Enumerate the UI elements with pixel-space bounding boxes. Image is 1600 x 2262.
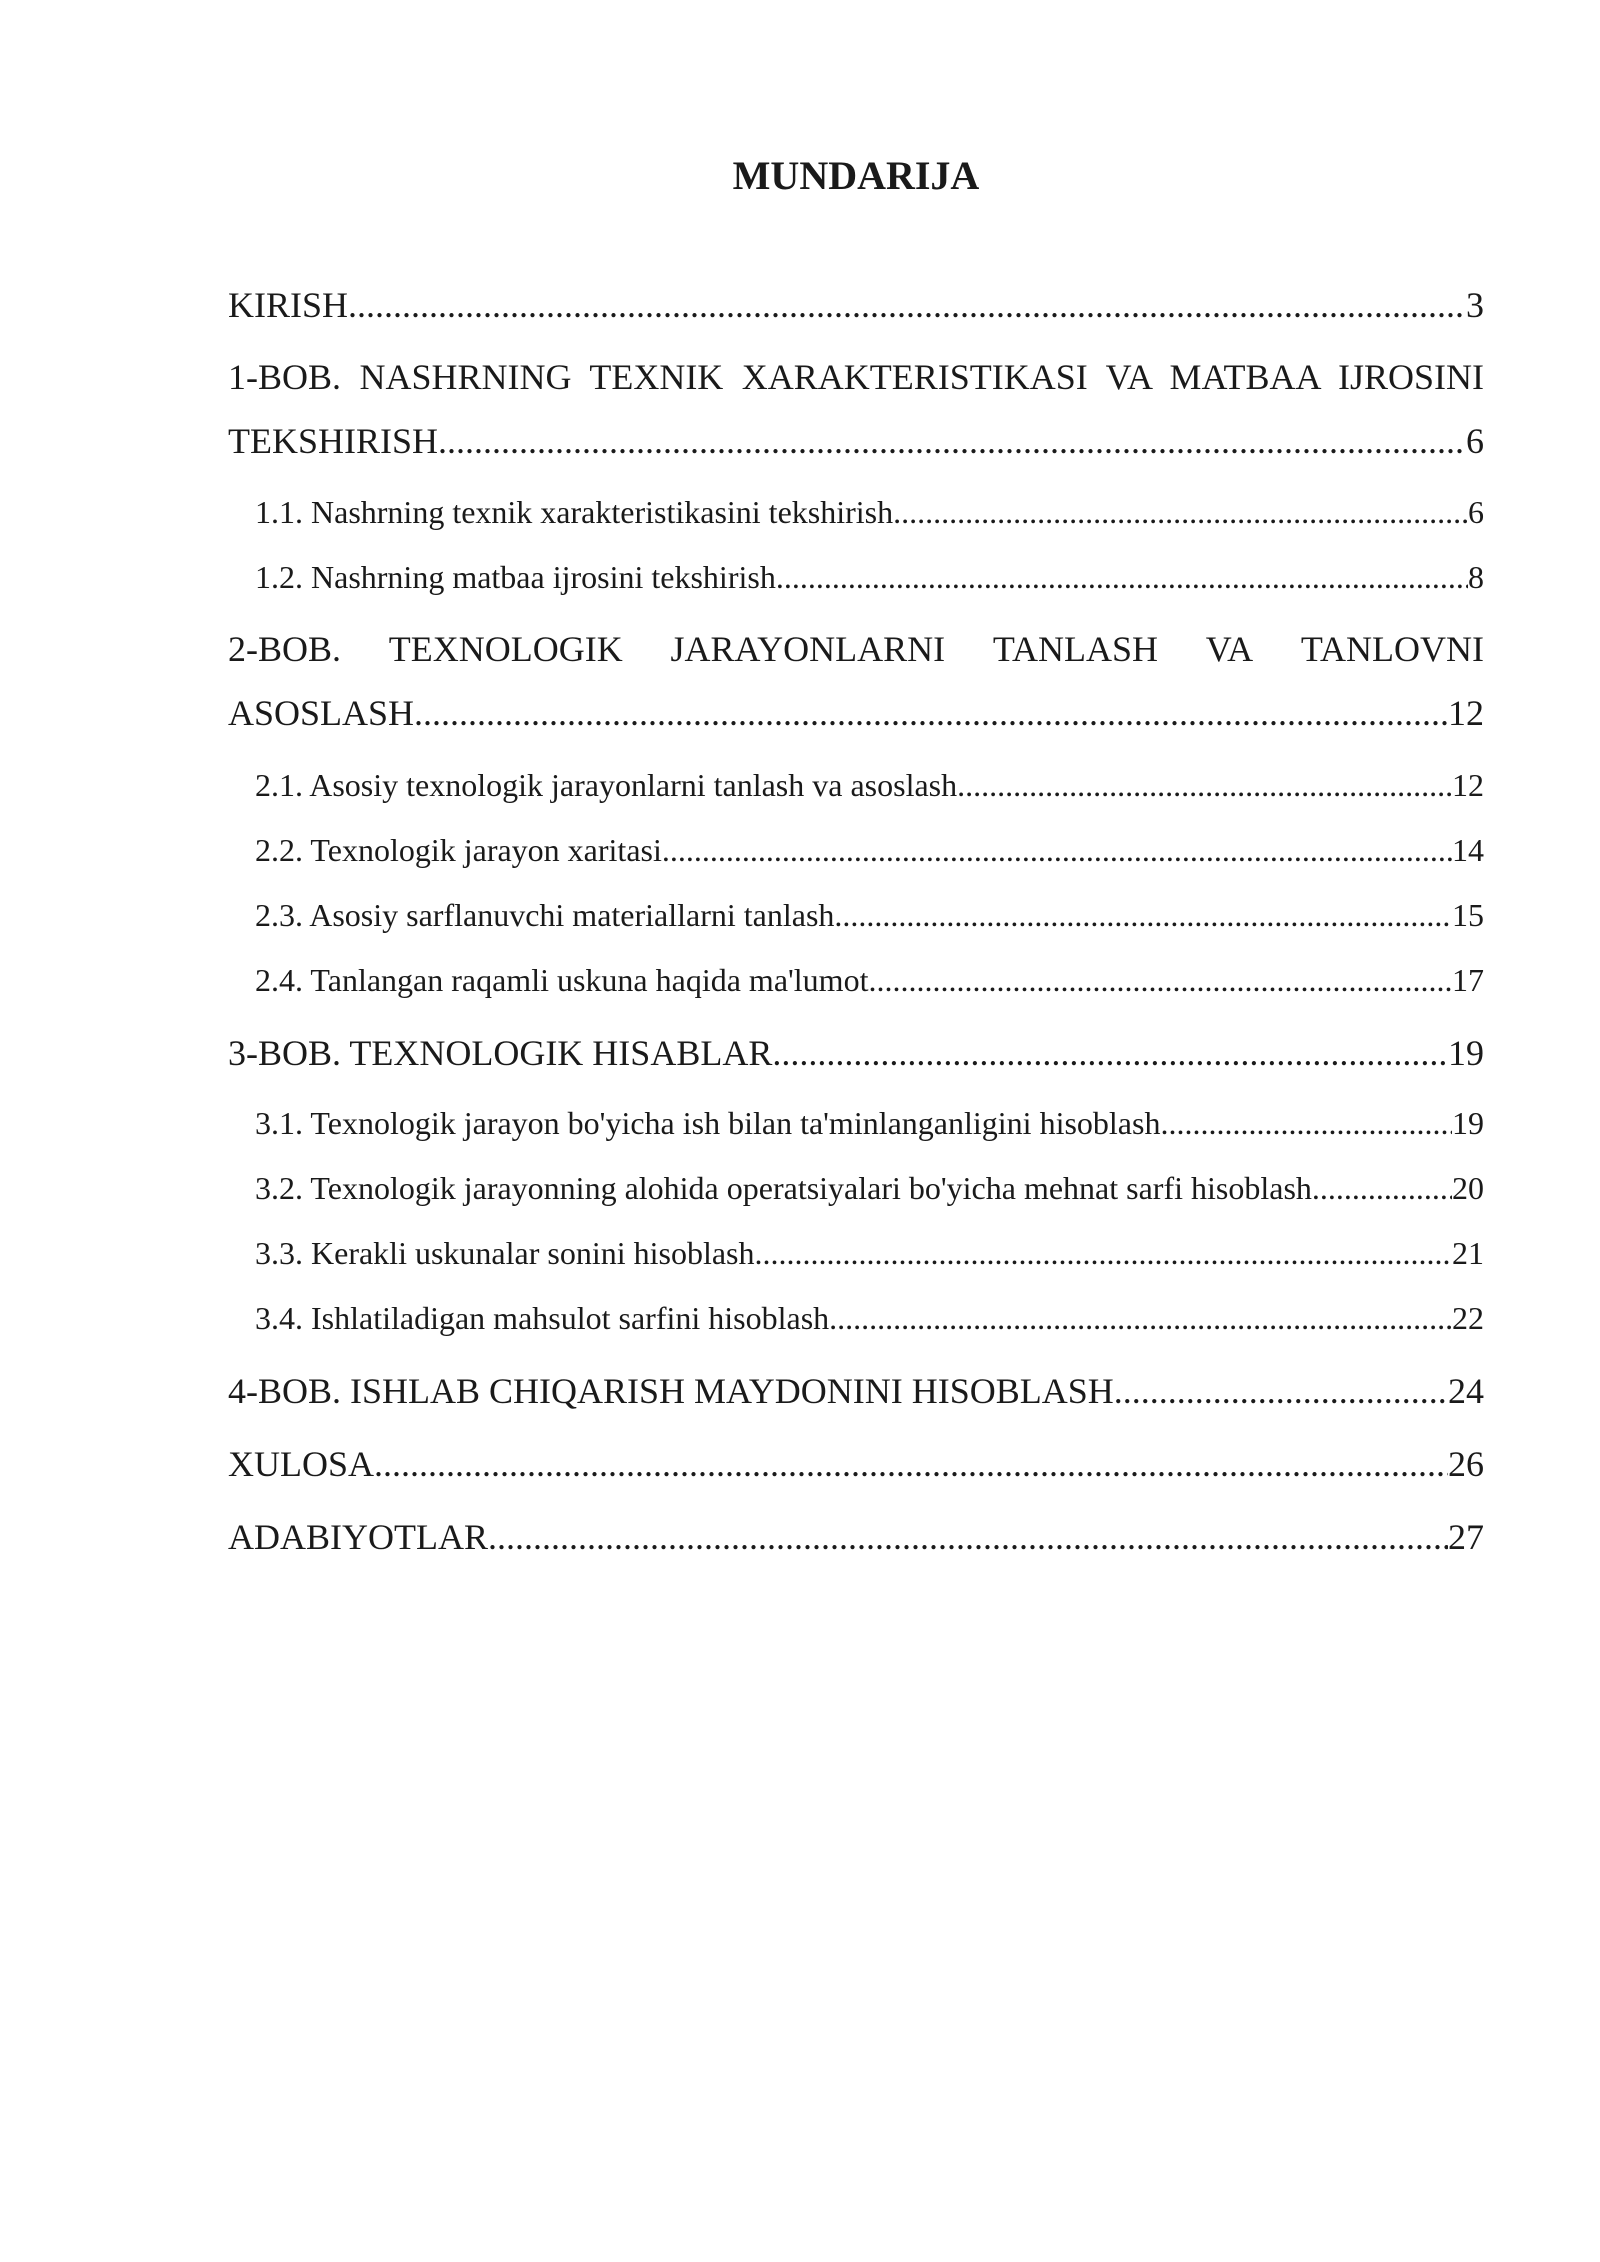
toc-entry-label: 2.3. Asosiy sarflanuvchi materiallarni tanlash: [255, 897, 835, 933]
toc-page-number: 6: [1466, 421, 1484, 461]
page-title: MUNDARIJA: [732, 153, 980, 198]
toc-page-number: 12: [1448, 693, 1484, 733]
toc-dot-leader: [893, 489, 1468, 535]
toc-entry-bob1[interactable]: [228, 416, 1484, 466]
toc-entry-label: 2.2. Texnologik jarayon xaritasi: [255, 832, 662, 868]
toc-entry-1-2[interactable]: [255, 554, 1484, 600]
toc-dot-leader: [414, 688, 1448, 738]
toc-entry-bob2[interactable]: [228, 688, 1484, 738]
toc-page-number: 22: [1452, 1300, 1484, 1336]
toc-entry-adabiyotlar[interactable]: [228, 1512, 1484, 1562]
toc-dot-leader: [348, 280, 1466, 330]
toc-entry-label: 3.1. Texnologik jarayon bo'yicha ish bilan ta'minlanganligini hisoblash: [255, 1105, 1161, 1141]
toc-dot-leader: [488, 1512, 1448, 1562]
toc-dot-leader: [1312, 1165, 1452, 1211]
toc-entry-xulosa[interactable]: [228, 1439, 1484, 1489]
toc-word: TANLASH: [992, 629, 1159, 669]
toc-entry-label: KIRISH: [228, 285, 349, 325]
toc-dot-leader: [957, 762, 1452, 808]
toc-word: VA: [1205, 629, 1254, 669]
toc-entry-label: 3.3. Kerakli uskunalar sonini hisoblash: [255, 1235, 755, 1271]
toc-entry-1-1[interactable]: [255, 489, 1484, 535]
toc-entry-bob4[interactable]: [228, 1366, 1484, 1416]
toc-entry-label: 3.2. Texnologik jarayonning alohida operatsiyalari bo'yicha mehnat sarfi hisoblash: [255, 1170, 1312, 1206]
toc-entry-kirish[interactable]: [228, 280, 1484, 330]
toc-entry-label: 1.1. Nashrning texnik xarakteristikasini tekshirish: [255, 494, 894, 530]
toc-page-number: 17: [1452, 962, 1484, 998]
toc-entry-label: ASOSLASH: [228, 693, 415, 733]
toc-entry-2-4[interactable]: [255, 957, 1484, 1003]
toc-page-number: 3: [1466, 285, 1484, 325]
toc-page-number: 12: [1452, 767, 1484, 803]
toc-dot-leader: [438, 416, 1466, 466]
toc-entry-label: 3-BOB. TEXNOLOGIK HISABLAR: [228, 1033, 773, 1073]
toc-entry-label: XULOSA: [228, 1444, 375, 1484]
toc-dot-leader: [1160, 1100, 1452, 1146]
toc-page-number: 27: [1448, 1517, 1484, 1557]
toc-word: TEXNOLOGIK: [388, 629, 623, 669]
toc-page-number: 21: [1452, 1235, 1484, 1271]
toc-entry-2-3[interactable]: [255, 892, 1484, 938]
toc-dot-leader: [1114, 1366, 1448, 1416]
toc-entry-3-2[interactable]: [255, 1165, 1484, 1211]
toc-page-number: 20: [1452, 1170, 1484, 1206]
toc-page-number: 14: [1452, 832, 1484, 868]
toc-entry-3-4[interactable]: [255, 1295, 1484, 1341]
toc-word: 2-BOB.: [228, 629, 342, 669]
toc-entry-label: ADABIYOTLAR: [228, 1517, 488, 1557]
toc-entry-bob2-line1[interactable]: [228, 624, 1484, 674]
toc-entry-label: 3.4. Ishlatiladigan mahsulot sarfini hisoblash: [255, 1300, 830, 1336]
toc-entry-label: 2.4. Tanlangan raqamli uskuna haqida ma'lumot: [255, 962, 869, 998]
toc-entry-3-3[interactable]: [255, 1230, 1484, 1276]
toc-dot-leader: [662, 827, 1452, 873]
toc-page-number: 15: [1452, 897, 1484, 933]
toc-dot-leader: [868, 957, 1452, 1003]
toc-dot-leader: [829, 1295, 1452, 1341]
toc-page-number: 19: [1452, 1105, 1484, 1141]
toc-entry-label: 2.1. Asosiy texnologik jarayonlarni tanlash va asoslash: [255, 767, 958, 803]
toc-dot-leader: [754, 1230, 1452, 1276]
toc-entry-label: 1.2. Nashrning matbaa ijrosini tekshirish: [255, 559, 776, 595]
toc-entry-3-1[interactable]: [255, 1100, 1484, 1146]
toc-entry-bob3[interactable]: [228, 1028, 1484, 1078]
toc-entry-label: 4-BOB. ISHLAB CHIQARISH MAYDONINI HISOBLASH: [228, 1371, 1114, 1411]
toc-entry-2-2[interactable]: [255, 827, 1484, 873]
toc-dot-leader: [772, 1028, 1448, 1078]
toc-word: TANLOVNI: [1300, 629, 1484, 669]
toc-entry-bob1-line1[interactable]: 1-BOB. NASHRNING TEXNIK XARAKTERISTIKASI VA MATBAA IJROSINI: [228, 357, 1484, 397]
toc-page-number: 19: [1448, 1033, 1484, 1073]
toc-dot-leader: [776, 554, 1468, 600]
toc-page-number: 6: [1468, 494, 1484, 530]
toc-page-number: 26: [1448, 1444, 1484, 1484]
toc-word: JARAYONLARNI: [670, 629, 946, 669]
toc-page-number: 24: [1448, 1371, 1484, 1411]
toc-dot-leader: [834, 892, 1452, 938]
toc-entry-2-1[interactable]: [255, 762, 1484, 808]
toc-entry-label: TEKSHIRISH: [228, 421, 439, 461]
toc-dot-leader: [374, 1439, 1448, 1489]
toc-page-number: 8: [1468, 559, 1484, 595]
